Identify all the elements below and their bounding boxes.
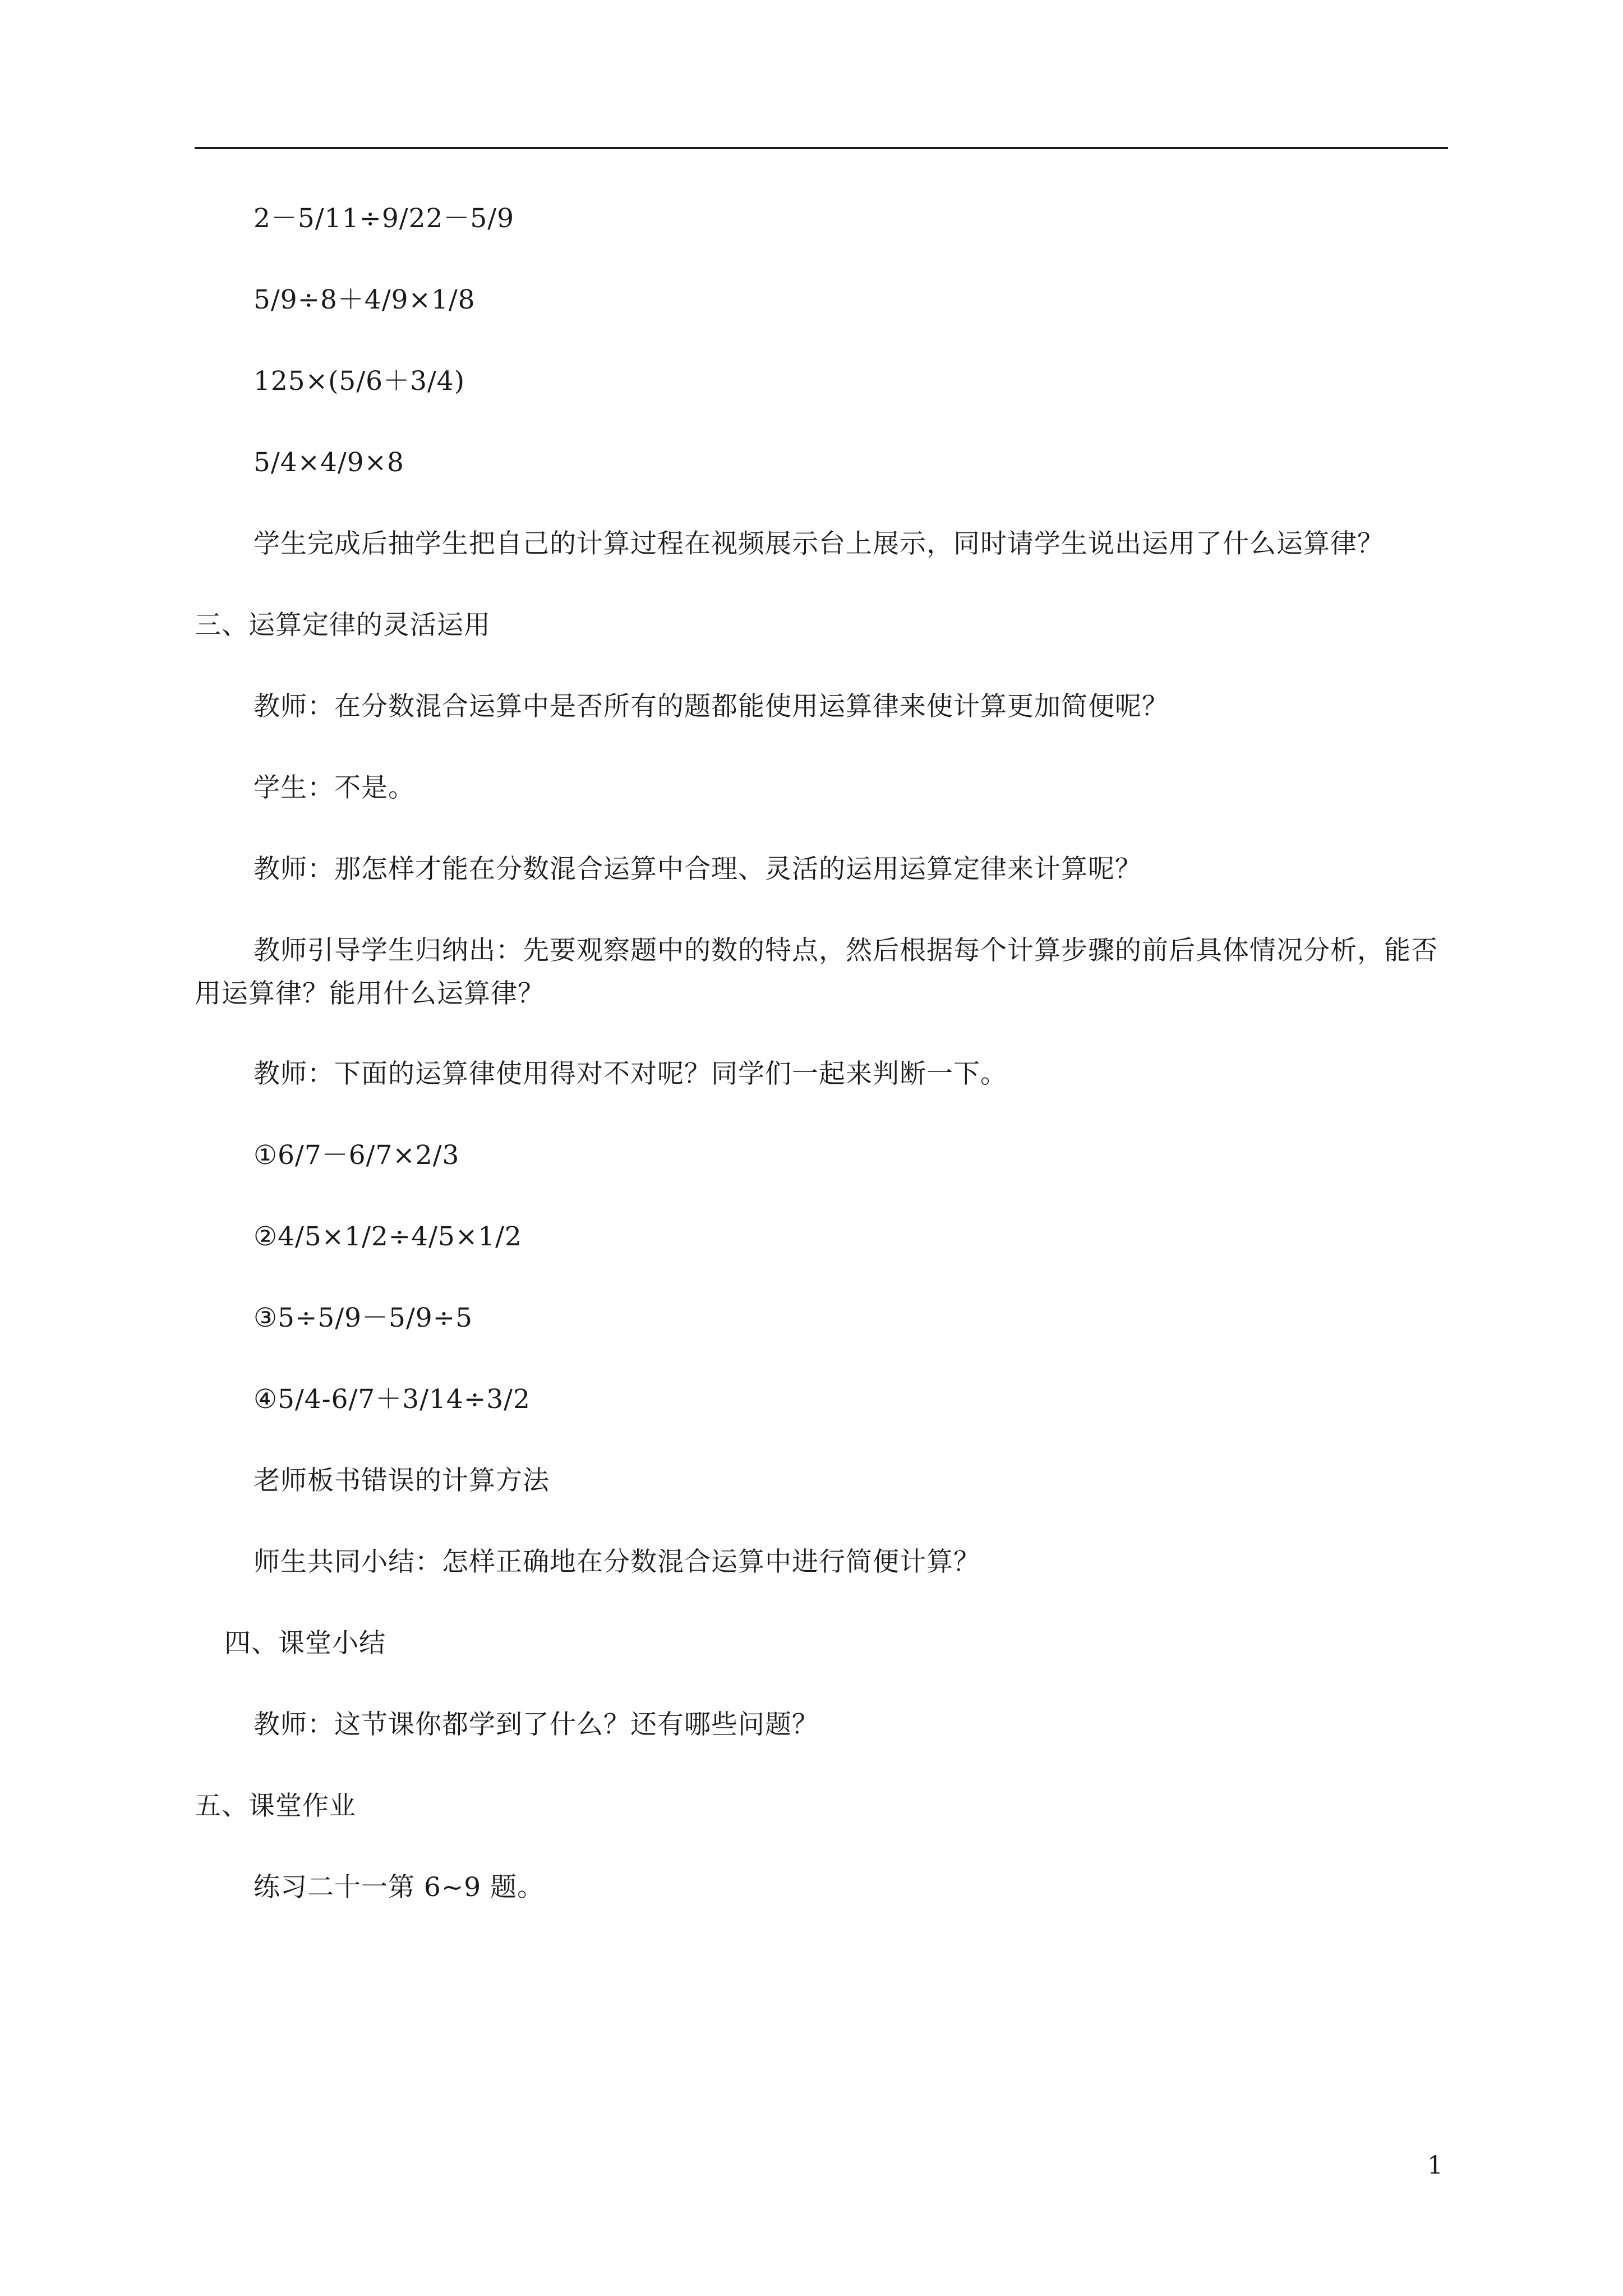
judge-item-1: ①6/7－6/7×2/3 (253, 1140, 460, 1171)
homework-line: 练习二十一第 6~9 题。 (253, 1872, 545, 1903)
teacher-question-1: 教师：在分数混合运算中是否所有的题都能使用运算律来使计算更加简便呢？ (253, 691, 1169, 722)
formula-line-3: 125×(5/6＋3/4) (253, 366, 465, 397)
header-rule (195, 147, 1448, 149)
judge-item-4: ④5/4-6/7＋3/14÷3/2 (253, 1384, 531, 1415)
formula-line-2: 5/9÷8＋4/9×1/8 (253, 284, 476, 315)
section-4-heading: 四、课堂小结 (224, 1628, 386, 1659)
summary-question: 师生共同小结：怎样正确地在分数混合运算中进行简便计算？ (253, 1547, 980, 1577)
teacher-question-4: 教师：这节课你都学到了什么？还有哪些问题？ (253, 1709, 819, 1740)
page-number: 1 (1427, 2151, 1443, 2180)
teacher-question-2: 教师：那怎样才能在分数混合运算中合理、灵活的运用运算定律来计算呢？ (253, 854, 1142, 885)
formula-line-1: 2－5/11÷9/22－5/9 (253, 203, 515, 234)
section-3-heading: 三、运算定律的灵活运用 (195, 610, 491, 641)
student-answer-1: 学生：不是。 (253, 772, 415, 803)
guide-paragraph: 教师引导学生归纳出：先要观察题中的数的特点，然后根据每个计算步骤的前后具体情况分析，能否用运算律？能用什么运算律？ (195, 935, 1438, 1009)
section-5-heading: 五、课堂作业 (195, 1791, 356, 1821)
formula-line-4: 5/4×4/9×8 (253, 447, 404, 478)
board-note: 老师板书错误的计算方法 (253, 1465, 550, 1496)
judge-item-3: ③5÷5/9－5/9÷5 (253, 1303, 473, 1333)
teacher-question-3: 教师：下面的运算律使用得对不对呢？同学们一起来判断一下。 (253, 1059, 1007, 1089)
display-note: 学生完成后抽学生把自己的计算过程在视频展示台上展示，同时请学生说出运用了什么运算律？ (253, 528, 1384, 559)
judge-item-2: ②4/5×1/2÷4/5×1/2 (253, 1221, 522, 1252)
